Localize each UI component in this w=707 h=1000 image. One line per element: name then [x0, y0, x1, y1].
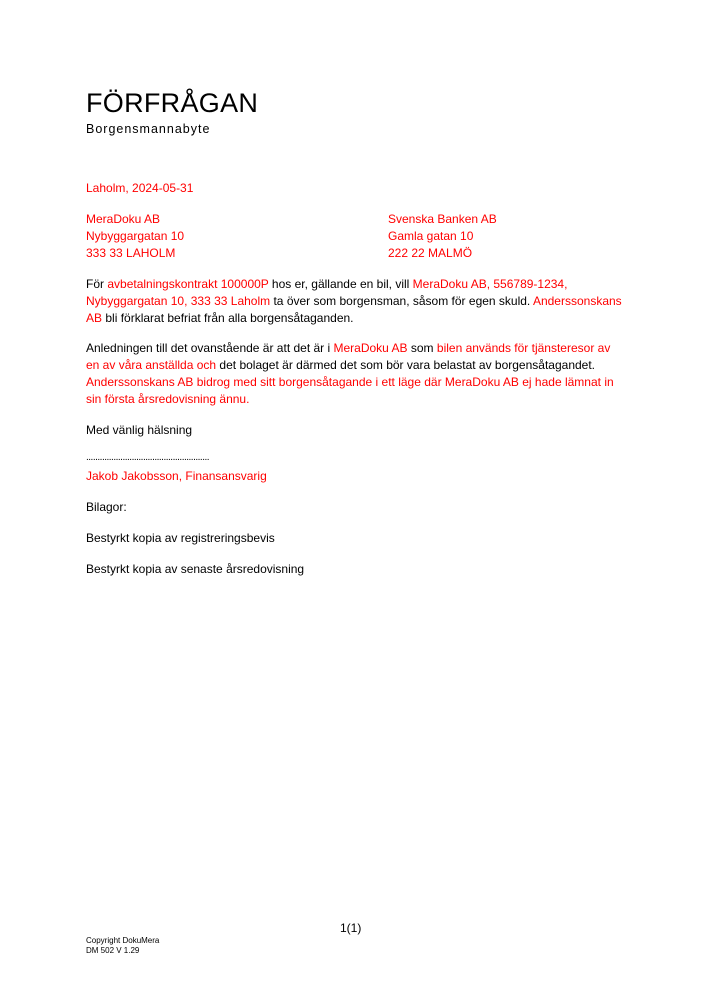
p2-text-1: Anledningen till det ovanstående är att det är i	[86, 341, 334, 355]
p1-text-1: För	[86, 277, 108, 291]
page-number: 1(1)	[340, 921, 362, 935]
company-name: MeraDoku AB	[333, 341, 408, 355]
signature-line: ......................................................	[86, 452, 210, 463]
attachments-heading: Bilagor:	[86, 500, 127, 514]
reason-paragraph	[86, 340, 626, 408]
date-line: Laholm, 2024-05-31	[86, 181, 194, 195]
p1-text-3: ta över som borgensman, såsom för egen skuld.	[270, 294, 533, 308]
contract-reference: avbetalningskontrakt 100000P	[107, 277, 269, 291]
sender-name: MeraDoku AB	[86, 212, 161, 226]
p1-text-4: bli förklarat befriat från alla borgensåtaganden.	[102, 311, 354, 325]
recipient-name: Svenska Banken AB	[388, 212, 497, 226]
footer	[86, 936, 159, 956]
signer-name: Jakob Jakobsson, Finansansvarig	[86, 469, 267, 483]
request-paragraph	[86, 276, 626, 327]
background-note: Anderssonskans AB bidrog med sitt borgensåtagande i ett läge där MeraDoku AB ej hade lämnat in sin första årsredovisning ännu.	[86, 375, 614, 406]
old-guarantor: Anderssonskans AB	[86, 294, 622, 325]
document-title: FÖRFRÅGAN	[86, 88, 259, 118]
attachment-item: Bestyrkt kopia av registreringsbevis	[86, 531, 275, 545]
footer-copyright: Copyright DokuMera	[86, 936, 160, 945]
recipient-address	[388, 211, 497, 262]
p2-text-2: som	[407, 341, 437, 355]
p2-text-3: det bolaget är därmed det som bör vara belastat av borgensåtagandet.	[216, 358, 596, 372]
sender-street: Nybyggargatan 10	[86, 229, 185, 243]
reason-text: bilen används för tjänsteresor av en av våra anställda och	[86, 341, 611, 372]
recipient-city: 222 22 MALMÖ	[388, 246, 473, 260]
recipient-street: Gamla gatan 10	[388, 229, 474, 243]
attachment-item: Bestyrkt kopia av senaste årsredovisning	[86, 562, 305, 576]
document-subtitle: Borgensmannabyte	[86, 122, 211, 136]
sender-address	[86, 211, 184, 262]
new-guarantor: MeraDoku AB, 556789-1234, Nybyggargatan 10, 333 33 Laholm	[86, 277, 568, 308]
sender-city: 333 33 LAHOLM	[86, 246, 176, 260]
p1-text-2: hos er, gällande en bil, vill	[268, 277, 413, 291]
footer-version: DM 502 V 1.29	[86, 946, 140, 955]
closing-greeting: Med vänlig hälsning	[86, 423, 193, 437]
